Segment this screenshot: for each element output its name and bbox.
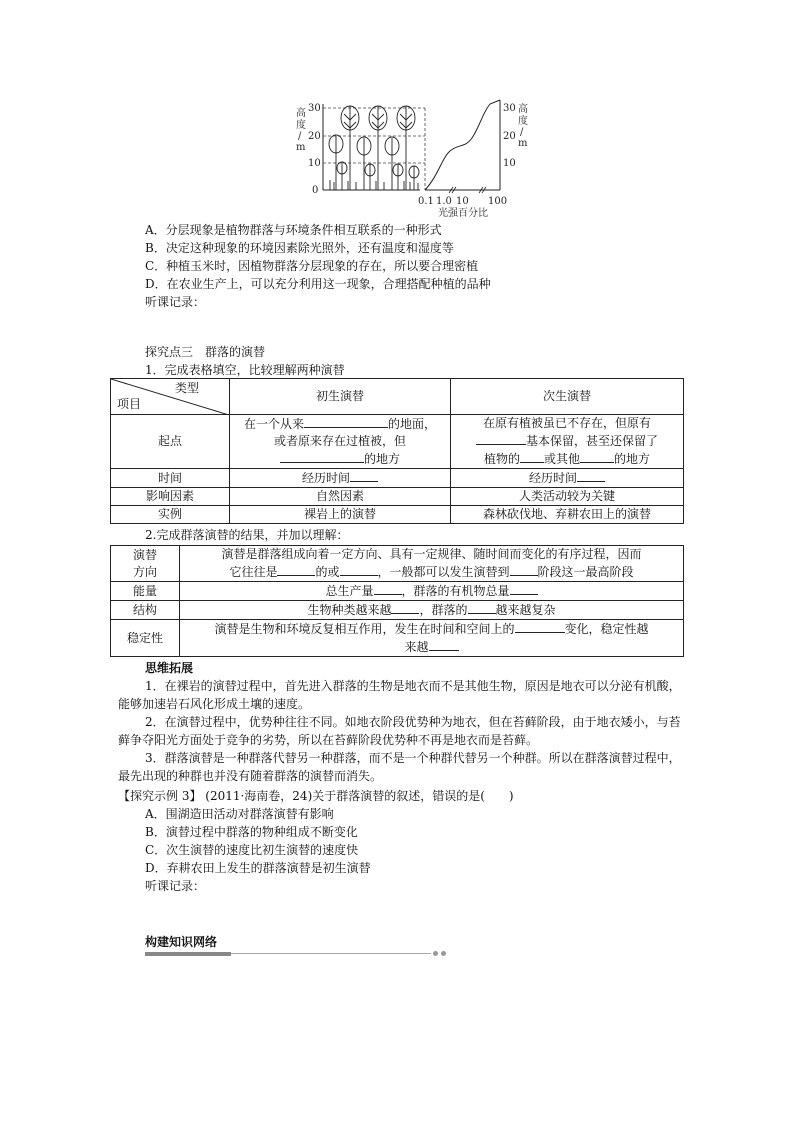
row-factor-label: 影响因素	[111, 488, 230, 506]
example3-notes-label: 听课记录：	[145, 879, 206, 893]
right-axis-label-1: 高	[518, 104, 528, 115]
secondary-start-a: 在原有植被虽已不存在，但原有	[482, 416, 651, 430]
energy-b: ，群落的有机物总量	[401, 584, 510, 598]
row-stability-label: 稳定性	[111, 620, 180, 657]
succession-result-table	[110, 545, 684, 657]
energy-cell	[180, 582, 684, 601]
primary-start-a: 在一个从来	[243, 417, 304, 431]
blank	[580, 450, 614, 463]
left-axis-label-2: 度	[296, 120, 306, 131]
divider-dot-icon	[441, 951, 446, 956]
primary-time: 经历时间	[301, 471, 350, 485]
left-tick-30: 30	[308, 103, 321, 114]
stability-a: 演替是生物和环境反复相互作用，发生在时间和空间上的	[214, 622, 515, 636]
example3-option-a: A．围湖造田活动对群落演替有影响	[145, 807, 334, 821]
row-start-label: 起点	[111, 415, 230, 469]
direction-label-1: 演替	[132, 547, 157, 562]
secondary-time: 经历时间	[528, 471, 577, 485]
primary-start-d: 的地方	[363, 452, 400, 466]
example3-option-c: C．次生演替的速度比初生演替的速度快	[145, 843, 359, 857]
listening-notes-label: 听课记录：	[145, 295, 206, 309]
direction-d: ，一般都可以发生演替到	[377, 565, 510, 579]
vegetation-layer-figure	[290, 96, 540, 218]
blank	[520, 450, 544, 463]
light-intensity-curve	[425, 100, 500, 190]
left-axis-label-3: /	[298, 131, 302, 142]
example3-stem: 【探究示例 3】 (2011·海南卷，24)关于群落演替的叙述，错误的是( )	[118, 789, 514, 803]
tree-icons	[329, 106, 419, 190]
corner-item-label: 项目	[117, 397, 142, 411]
blank	[374, 582, 402, 595]
section-divider-line	[231, 953, 431, 954]
direction-cell	[180, 546, 684, 582]
secondary-factor: 人类活动较为关键	[451, 488, 684, 506]
blank	[515, 620, 565, 633]
secondary-start-b: 基本保留，甚至还保留了	[525, 434, 658, 448]
right-tick-10: 10	[503, 158, 516, 169]
primary-start-c: 或者原来存在过植被，但	[273, 434, 406, 448]
secondary-example: 森林砍伐地、弃耕农田上的演替	[451, 506, 684, 524]
left-tick-0: 0	[312, 185, 319, 196]
row-energy-label: 能量	[111, 582, 180, 601]
energy-a: 总生产量	[325, 584, 374, 598]
structure-cell	[180, 601, 684, 620]
primary-example: 裸岩上的演替	[230, 506, 451, 524]
x-tick-0-1: 0.1	[418, 196, 434, 207]
instruction-1: 1．完成表格填空，比较理解两种演替	[145, 363, 345, 377]
right-axis-label-4: m	[518, 138, 528, 149]
col-secondary-header: 次生演替	[451, 379, 684, 415]
direction-b: 它往往是	[229, 565, 278, 579]
right-axis-label-2: 度	[518, 116, 528, 127]
table-corner-cell	[111, 379, 230, 415]
example3-option-b: B．演替过程中群落的物种组成不断变化	[145, 825, 358, 839]
thinking-title: 思维拓展	[145, 661, 194, 675]
left-axis-label-4: m	[296, 142, 306, 153]
x-tick-100: 100	[488, 196, 508, 207]
x-tick-10: 10	[456, 196, 469, 207]
row-time-label: 时间	[111, 469, 230, 488]
succession-comparison-table	[110, 378, 684, 524]
row-example-label: 实例	[111, 506, 230, 524]
thinking-paragraph-1: 1．在裸岩的演替过程中，首先进入群落的生物是地衣而不是其他生物，原因是地衣可以分泌有机酸，能够加速岩石风化形成土壤的速度。	[118, 679, 681, 711]
divider-dot-icon	[433, 951, 438, 956]
option-b: B．决定这种现象的环境因素除光照外，还有温度和湿度等	[145, 241, 454, 255]
blank	[468, 601, 496, 614]
blank	[429, 638, 459, 651]
blank	[304, 415, 388, 428]
secondary-start-c: 植物的	[483, 452, 520, 466]
row-direction-label	[111, 546, 180, 582]
network-title: 构建知识网络	[145, 935, 218, 949]
blank	[280, 450, 364, 463]
section-title: 探究点三 群落的演替	[145, 345, 266, 359]
direction-e: 阶段这一最高阶段	[537, 565, 634, 579]
blank	[476, 432, 526, 445]
corner-type-label: 类型	[174, 381, 199, 395]
direction-label-2: 方向	[132, 564, 157, 579]
blank	[577, 469, 605, 482]
left-axis-label-1: 高	[296, 108, 306, 119]
secondary-time-cell	[451, 469, 684, 488]
primary-factor: 自然因素	[230, 488, 451, 506]
right-axis-label-3: /	[520, 127, 524, 138]
stability-c: 来越	[404, 640, 429, 654]
option-a: A．分层现象是植物群落与环境条件相互联系的一种形式	[145, 223, 442, 237]
primary-start-cell	[230, 415, 451, 469]
example3-option-d: D．弃耕农田上发生的群落演替是初生演替	[145, 861, 371, 875]
primary-start-b: 的地面，	[388, 417, 437, 431]
row-structure-label: 结构	[111, 601, 180, 620]
structure-b: ，群落的	[419, 603, 468, 617]
col-primary-header: 初生演替	[230, 379, 451, 415]
instruction-2: 2.完成群落演替的结果，并加以理解：	[145, 528, 349, 542]
secondary-start-d: 或其他	[543, 452, 580, 466]
blank	[510, 582, 538, 595]
primary-time-cell	[230, 469, 451, 488]
thinking-paragraph-2: 2．在演替过程中，优势种往往不同。如地衣阶段优势种为地衣，但在苔藓阶段，由于地衣矮小，与苔藓争夺阳光方面处于竞争的劣势，所以在苔藓阶段优势种不再是地衣而是苔藓。	[118, 715, 681, 747]
secondary-start-cell	[451, 415, 684, 469]
left-tick-20: 20	[308, 131, 321, 142]
structure-c: 越来越复杂	[495, 603, 556, 617]
option-d: D．在农业生产上，可以充分利用这一现象，合理搭配种植的品种	[145, 277, 491, 291]
stability-cell	[180, 620, 684, 657]
structure-a: 生物种类越来越	[307, 603, 392, 617]
blank	[340, 563, 378, 576]
x-axis-label: 光强百分比	[438, 208, 488, 218]
blank	[277, 563, 315, 576]
direction-a: 演替是群落组成向着一定方向、具有一定规律、随时间而变化的有序过程，因而	[221, 547, 642, 561]
blank	[350, 469, 378, 482]
section-divider	[145, 952, 231, 956]
secondary-start-e: 的地方	[614, 452, 651, 466]
right-tick-20: 20	[503, 131, 516, 142]
stability-b: 变化，稳定性越	[564, 622, 649, 636]
left-tick-10: 10	[308, 158, 321, 169]
x-tick-1-0: 1.0	[436, 196, 452, 207]
option-c: C．种植玉米时，因植物群落分层现象的存在，所以要合理密植	[145, 259, 479, 273]
thinking-paragraph-3: 3．群落演替是一种群落代替另一种群落，而不是一个种群代替另一个种群。所以在群落演替过程中，最先出现的种群也并没有随着群落的演替而消失。	[118, 751, 681, 783]
blank	[510, 563, 538, 576]
right-tick-30: 30	[503, 103, 516, 114]
blank	[391, 601, 419, 614]
direction-c: 的或	[315, 565, 340, 579]
